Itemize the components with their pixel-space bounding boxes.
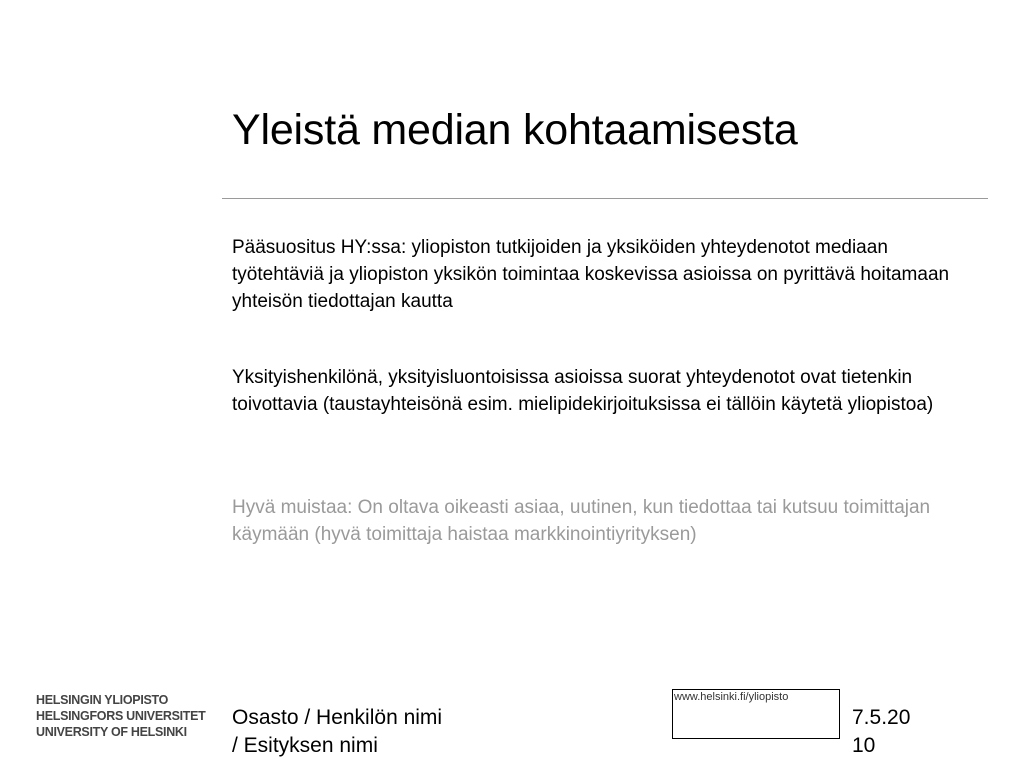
paragraph-remember: Hyvä muistaa: On oltava oikeasti asiaa, uutinen, kun tiedottaa tai kutsuu toimittajan käymään (hyvä toimittaja haistaa markkinointiyrityksen) — [232, 497, 931, 545]
footer-presenter — [232, 704, 442, 760]
title-divider — [222, 198, 988, 199]
footer-name-line1: Osasto / Henkilön nimi — [232, 706, 443, 729]
logo-line-swedish: HELSINGFORS UNIVERSITET — [36, 708, 206, 724]
footer-date-line1: 7.5.20 — [852, 706, 911, 729]
footer-date — [852, 704, 910, 760]
footer-name-line2: / Esityksen nimi — [232, 734, 378, 757]
slide-title: Yleistä median kohtaamisesta — [232, 106, 798, 154]
paragraph-private-person: Yksityishenkilönä, yksityisluontoisissa asioissa suorat yhteydenotot ovat tietenkin toivottavia (taustayhteisönä esim. mielipidekirjoituksissa ei tällöin käytetä yliopistoa) — [232, 367, 934, 415]
logo-line-english: UNIVERSITY OF HELSINKI — [36, 724, 187, 740]
university-logo — [36, 692, 206, 740]
paragraph-main-recommendation: Pääsuositus HY:ssa: yliopiston tutkijoiden ja yksiköiden yhteydenotot mediaan työtehtäviä ja yliopiston yksikön toimintaa koskevissa asioissa on pyrittävä hoitamaan yhteisön tiedottajan kautta — [232, 237, 950, 312]
footer-date-line2: 10 — [852, 734, 876, 757]
footer-url[interactable]: www.helsinki.fi/yliopisto — [674, 691, 789, 703]
footer-url-box — [672, 689, 840, 739]
logo-line-finnish: HELSINGIN YLIOPISTO — [36, 692, 169, 708]
